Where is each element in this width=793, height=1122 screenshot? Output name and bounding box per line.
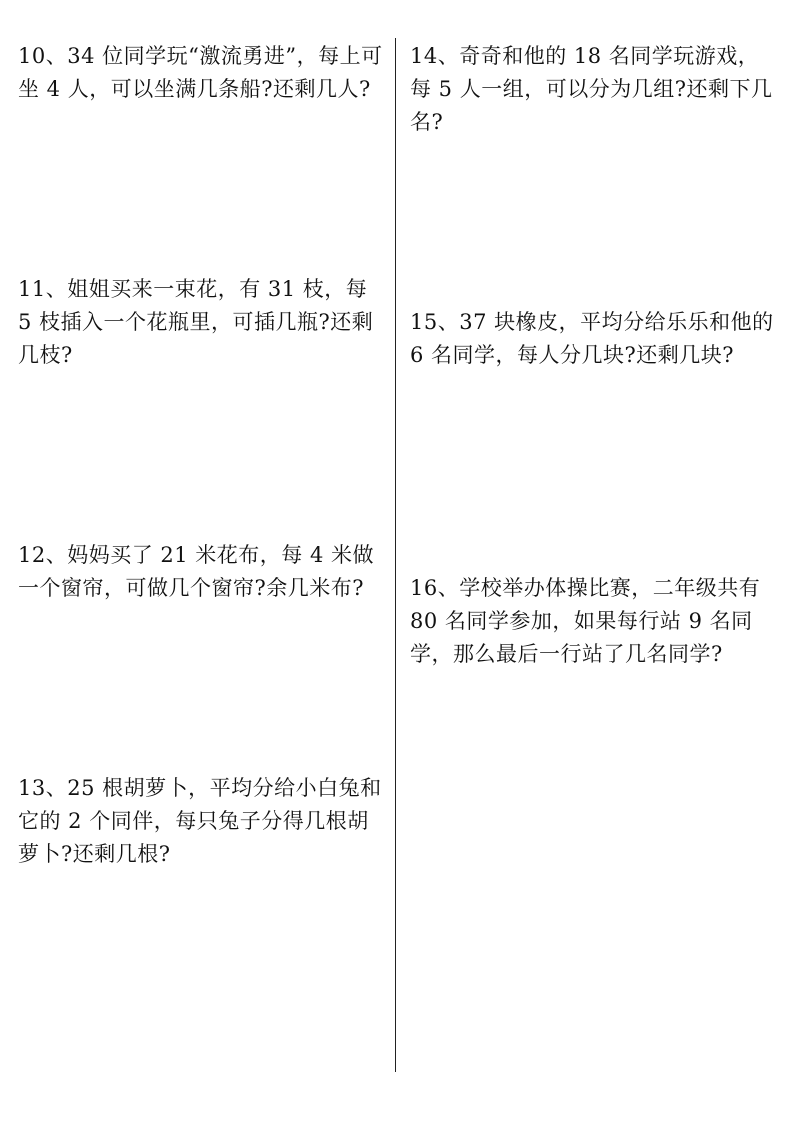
problem-14: 14、奇奇和他的 18 名同学玩游戏，每 5 人一组，可以分为几组?还剩下几名? bbox=[410, 44, 773, 134]
column-divider bbox=[395, 38, 396, 1072]
problem-15: 15、37 块橡皮，平均分给乐乐和他的 6 名同学，每人分几块?还剩几块? bbox=[410, 310, 774, 367]
problem-16: 16、学校举办体操比赛，二年级共有 80 名同学参加，如果每行站 9 名同学，那么最后一行站了几名同学? bbox=[410, 576, 761, 666]
problem-12: 12、妈妈买了 21 米花布，每 4 米做一个窗帘，可做几个窗帘?余几米布? bbox=[18, 543, 375, 600]
problem-11: 11、姐姐买来一束花，有 31 枝，每 5 枝插入一个花瓶里，可插几瓶?还剩几枝? bbox=[18, 277, 374, 367]
problem-13: 13、25 根胡萝卜，平均分给小白兔和它的 2 个同伴，每只兔子分得几根胡萝卜?还剩几根? bbox=[18, 776, 382, 866]
problem-10: 10、34 位同学玩“激流勇进”，每上可坐 4 人，可以坐满几条船?还剩几人? bbox=[18, 44, 383, 101]
